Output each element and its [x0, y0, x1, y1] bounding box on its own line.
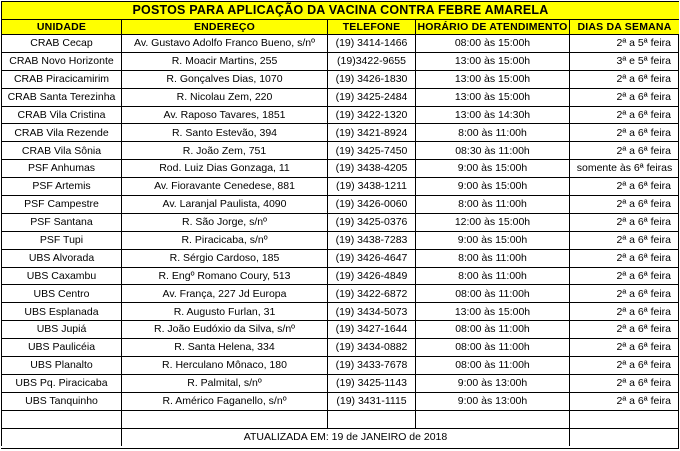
dias-cell: 2ª a 6ª feira: [569, 284, 679, 302]
unidade-cell: PSF Campestre: [1, 195, 121, 213]
telefone-cell: (19) 3425-7450: [327, 141, 415, 159]
dias-cell: 2ª a 6ª feira: [569, 88, 679, 106]
unidade-cell: UBS Esplanada: [1, 302, 121, 320]
unidade-cell: PSF Anhumas: [1, 159, 121, 177]
horario-cell: 13:00 às 15:00h: [415, 88, 569, 106]
horario-cell: 08:30 às 11:00h: [415, 141, 569, 159]
unidade-cell: UBS Alvorada: [1, 249, 121, 267]
empty-cell: [327, 410, 415, 428]
endereco-cell: R. Palmital, s/nº: [121, 374, 327, 392]
unidade-cell: UBS Caxambu: [1, 267, 121, 285]
dias-cell: 2ª a 6ª feira: [569, 356, 679, 374]
horario-cell: 8:00 às 11:00h: [415, 195, 569, 213]
dias-cell: 2ª a 5ª feira: [569, 34, 679, 52]
horario-cell: 9:00 às 15:00h: [415, 177, 569, 195]
unidade-cell: CRAB Novo Horizonte: [1, 52, 121, 70]
horario-cell: 13:00 às 14:30h: [415, 106, 569, 124]
col-header-dias: DIAS DA SEMANA: [569, 19, 679, 34]
unidade-cell: UBS Pq. Piracicaba: [1, 374, 121, 392]
unidade-cell: CRAB Vila Cristina: [1, 106, 121, 124]
unidade-cell: PSF Tupi: [1, 231, 121, 249]
unidade-cell: PSF Artemis: [1, 177, 121, 195]
telefone-cell: (19) 3414-1466: [327, 34, 415, 52]
dias-cell: 2ª a 6ª feira: [569, 320, 679, 338]
endereco-cell: R. Gonçalves Dias, 1070: [121, 70, 327, 88]
telefone-cell: (19) 3431-1115: [327, 392, 415, 410]
endereco-cell: R. Augusto Furlan, 31: [121, 302, 327, 320]
unidade-cell: CRAB Vila Sônia: [1, 141, 121, 159]
endereco-cell: R. Herculano Mônaco, 180: [121, 356, 327, 374]
endereco-cell: R. Santo Estevão, 394: [121, 123, 327, 141]
telefone-cell: (19) 3425-0376: [327, 213, 415, 231]
telefone-cell: (19) 3433-7678: [327, 356, 415, 374]
dias-cell: 2ª a 6ª feira: [569, 177, 679, 195]
endereco-cell: R. Sérgio Cardoso, 185: [121, 249, 327, 267]
horario-cell: 13:00 às 15:00h: [415, 70, 569, 88]
telefone-cell: (19) 3438-1211: [327, 177, 415, 195]
dias-cell: 2ª a 6ª feira: [569, 392, 679, 410]
horario-cell: 13:00 às 15:00h: [415, 52, 569, 70]
empty-cell: [569, 410, 679, 428]
endereco-cell: Av. Laranjal Paulista, 4090: [121, 195, 327, 213]
horario-cell: 08:00 às 11:00h: [415, 338, 569, 356]
telefone-cell: (19) 3425-2484: [327, 88, 415, 106]
telefone-cell: (19) 3434-0882: [327, 338, 415, 356]
empty-cell: [1, 428, 121, 446]
endereco-cell: R. João Zem, 751: [121, 141, 327, 159]
col-header-telefone: TELEFONE: [327, 19, 415, 34]
empty-cell: [415, 410, 569, 428]
telefone-cell: (19) 3426-4647: [327, 249, 415, 267]
horario-cell: 08:00 às 11:00h: [415, 356, 569, 374]
telefone-cell: (19) 3426-0060: [327, 195, 415, 213]
horario-cell: 08:00 às 11:00h: [415, 284, 569, 302]
endereco-cell: R. Engº Romano Coury, 513: [121, 267, 327, 285]
telefone-cell: (19) 3422-6872: [327, 284, 415, 302]
dias-cell: 3ª e 5ª feira: [569, 52, 679, 70]
horario-cell: 9:00 às 15:00h: [415, 231, 569, 249]
col-header-unidade: UNIDADE: [1, 19, 121, 34]
endereco-cell: Av. Gustavo Adolfo Franco Bueno, s/nº: [121, 34, 327, 52]
empty-cell: [569, 428, 679, 446]
unidade-cell: UBS Paulicéia: [1, 338, 121, 356]
empty-cell: [1, 410, 121, 428]
telefone-cell: (19) 3426-1830: [327, 70, 415, 88]
horario-cell: 13:00 às 15:00h: [415, 302, 569, 320]
horario-cell: 9:00 às 13:00h: [415, 374, 569, 392]
endereco-cell: R. Piracicaba, s/nº: [121, 231, 327, 249]
dias-cell: 2ª a 6ª feira: [569, 231, 679, 249]
dias-cell: somente às 6ª feiras: [569, 159, 679, 177]
telefone-cell: (19) 3426-4849: [327, 267, 415, 285]
dias-cell: 2ª a 6ª feira: [569, 338, 679, 356]
table-title: POSTOS PARA APLICAÇÃO DA VACINA CONTRA FEBRE AMARELA: [1, 1, 679, 19]
dias-cell: 2ª a 6ª feira: [569, 267, 679, 285]
dias-cell: 2ª a 6ª feira: [569, 374, 679, 392]
vaccine-posts-table: [1, 1, 679, 449]
telefone-cell: (19) 3425-1143: [327, 374, 415, 392]
horario-cell: 8:00 às 11:00h: [415, 267, 569, 285]
horario-cell: 08:00 às 15:00h: [415, 34, 569, 52]
horario-cell: 8:00 às 11:00h: [415, 249, 569, 267]
horario-cell: 8:00 às 11:00h: [415, 123, 569, 141]
dias-cell: 2ª a 6ª feira: [569, 123, 679, 141]
dias-cell: 2ª a 6ª feira: [569, 195, 679, 213]
dias-cell: 2ª a 6ª feira: [569, 106, 679, 124]
endereco-cell: Av. Fioravante Cenedese, 881: [121, 177, 327, 195]
dias-cell: 2ª a 6ª feira: [569, 213, 679, 231]
horario-cell: 9:00 às 13:00h: [415, 392, 569, 410]
unidade-cell: UBS Centro: [1, 284, 121, 302]
unidade-cell: UBS Jupiá: [1, 320, 121, 338]
telefone-cell: (19) 3421-8924: [327, 123, 415, 141]
unidade-cell: CRAB Piracicamirim: [1, 70, 121, 88]
telefone-cell: (19) 3438-7283: [327, 231, 415, 249]
telefone-cell: (19) 3422-1320: [327, 106, 415, 124]
unidade-cell: PSF Santana: [1, 213, 121, 231]
endereco-cell: Av. Raposo Tavares, 1851: [121, 106, 327, 124]
horario-cell: 12:00 às 15:00h: [415, 213, 569, 231]
empty-cell: [121, 410, 327, 428]
dias-cell: 2ª a 6ª feira: [569, 249, 679, 267]
dias-cell: 2ª a 6ª feira: [569, 302, 679, 320]
col-header-horario: HORÁRIO DE ATENDIMENTO: [415, 19, 569, 34]
horario-cell: 9:00 às 15:00h: [415, 159, 569, 177]
endereco-cell: R. São Jorge, s/nº: [121, 213, 327, 231]
unidade-cell: CRAB Vila Rezende: [1, 123, 121, 141]
dias-cell: 2ª a 6ª feira: [569, 70, 679, 88]
unidade-cell: UBS Tanquinho: [1, 392, 121, 410]
col-header-endereco: ENDEREÇO: [121, 19, 327, 34]
endereco-cell: R. Moacir Martins, 255: [121, 52, 327, 70]
endereco-cell: Av. França, 227 Jd Europa: [121, 284, 327, 302]
dias-cell: 2ª a 6ª feira: [569, 141, 679, 159]
unidade-cell: CRAB Cecap: [1, 34, 121, 52]
unidade-cell: CRAB Santa Terezinha: [1, 88, 121, 106]
endereco-cell: Rod. Luiz Dias Gonzaga, 11: [121, 159, 327, 177]
endereco-cell: R. Santa Helena, 334: [121, 338, 327, 356]
telefone-cell: (19) 3438-4205: [327, 159, 415, 177]
telefone-cell: (19) 3427-1644: [327, 320, 415, 338]
unidade-cell: UBS Planalto: [1, 356, 121, 374]
endereco-cell: R. Américo Faganello, s/nº: [121, 392, 327, 410]
telefone-cell: (19) 3434-5073: [327, 302, 415, 320]
horario-cell: 08:00 às 11:00h: [415, 320, 569, 338]
telefone-cell: (19)3422-9655: [327, 52, 415, 70]
updated-date-footer: ATUALIZADA EM: 19 de JANEIRO de 2018: [121, 428, 569, 446]
endereco-cell: R. Nicolau Zem, 220: [121, 88, 327, 106]
endereco-cell: R. João Eudóxio da Silva, s/nº: [121, 320, 327, 338]
